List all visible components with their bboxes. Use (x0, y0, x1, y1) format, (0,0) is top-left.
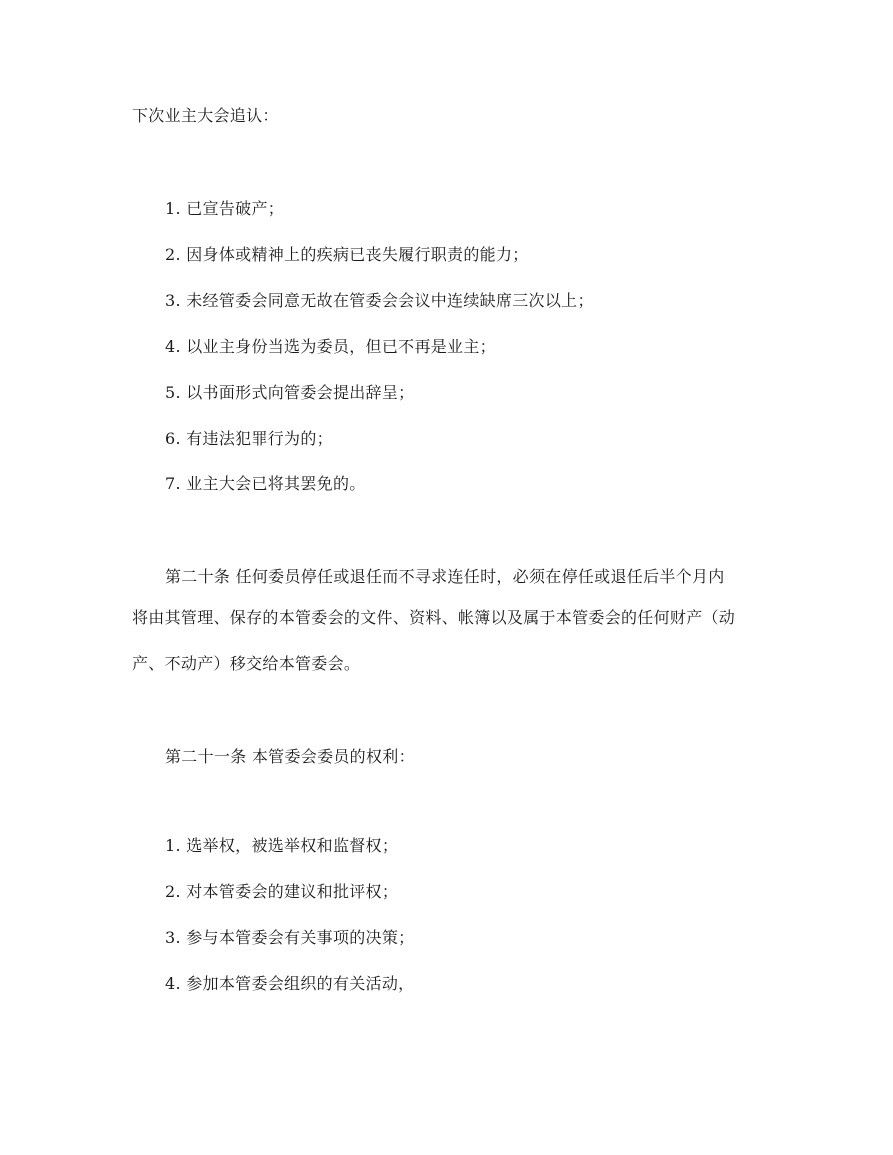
list-item: 4. 参加本管委会组织的有关活动， (165, 974, 415, 993)
list-item: 1. 选举权，被选举权和监督权； (165, 836, 399, 855)
paragraph-line: 第二十条 任何委员停任或退任而不寻求连任时，必须在停任或退任后半个月内 (165, 567, 725, 586)
list-item: 2. 因身体或精神上的疾病已丧失履行职责的能力； (165, 245, 529, 264)
list-item: 2. 对本管委会的建议和批评权； (165, 882, 399, 901)
paragraph-line: 将由其管理、保存的本管委会的文件、资料、帐簿以及属于本管委会的任何财产（动 (132, 608, 736, 627)
paragraph-line: 产、不动产）移交给本管委会。 (132, 654, 361, 673)
list-item: 6. 有违法犯罪行为的； (165, 429, 333, 448)
intro-line: 下次业主大会追认： (132, 106, 279, 125)
list-item: 5. 以书面形式向管委会提出辞呈； (165, 383, 415, 402)
list-item: 7. 业主大会已将其罢免的。 (165, 474, 366, 493)
list-item: 3. 未经管委会同意无故在管委会会议中连续缺席三次以上； (165, 291, 594, 310)
list-item: 3. 参与本管委会有关事项的决策； (165, 928, 415, 947)
list-item: 4. 以业主身份当选为委员，但已不再是业主； (165, 337, 496, 356)
article-21-heading: 第二十一条 本管委会委员的权利： (165, 747, 415, 766)
list-item: 1. 已宣告破产； (165, 199, 285, 218)
